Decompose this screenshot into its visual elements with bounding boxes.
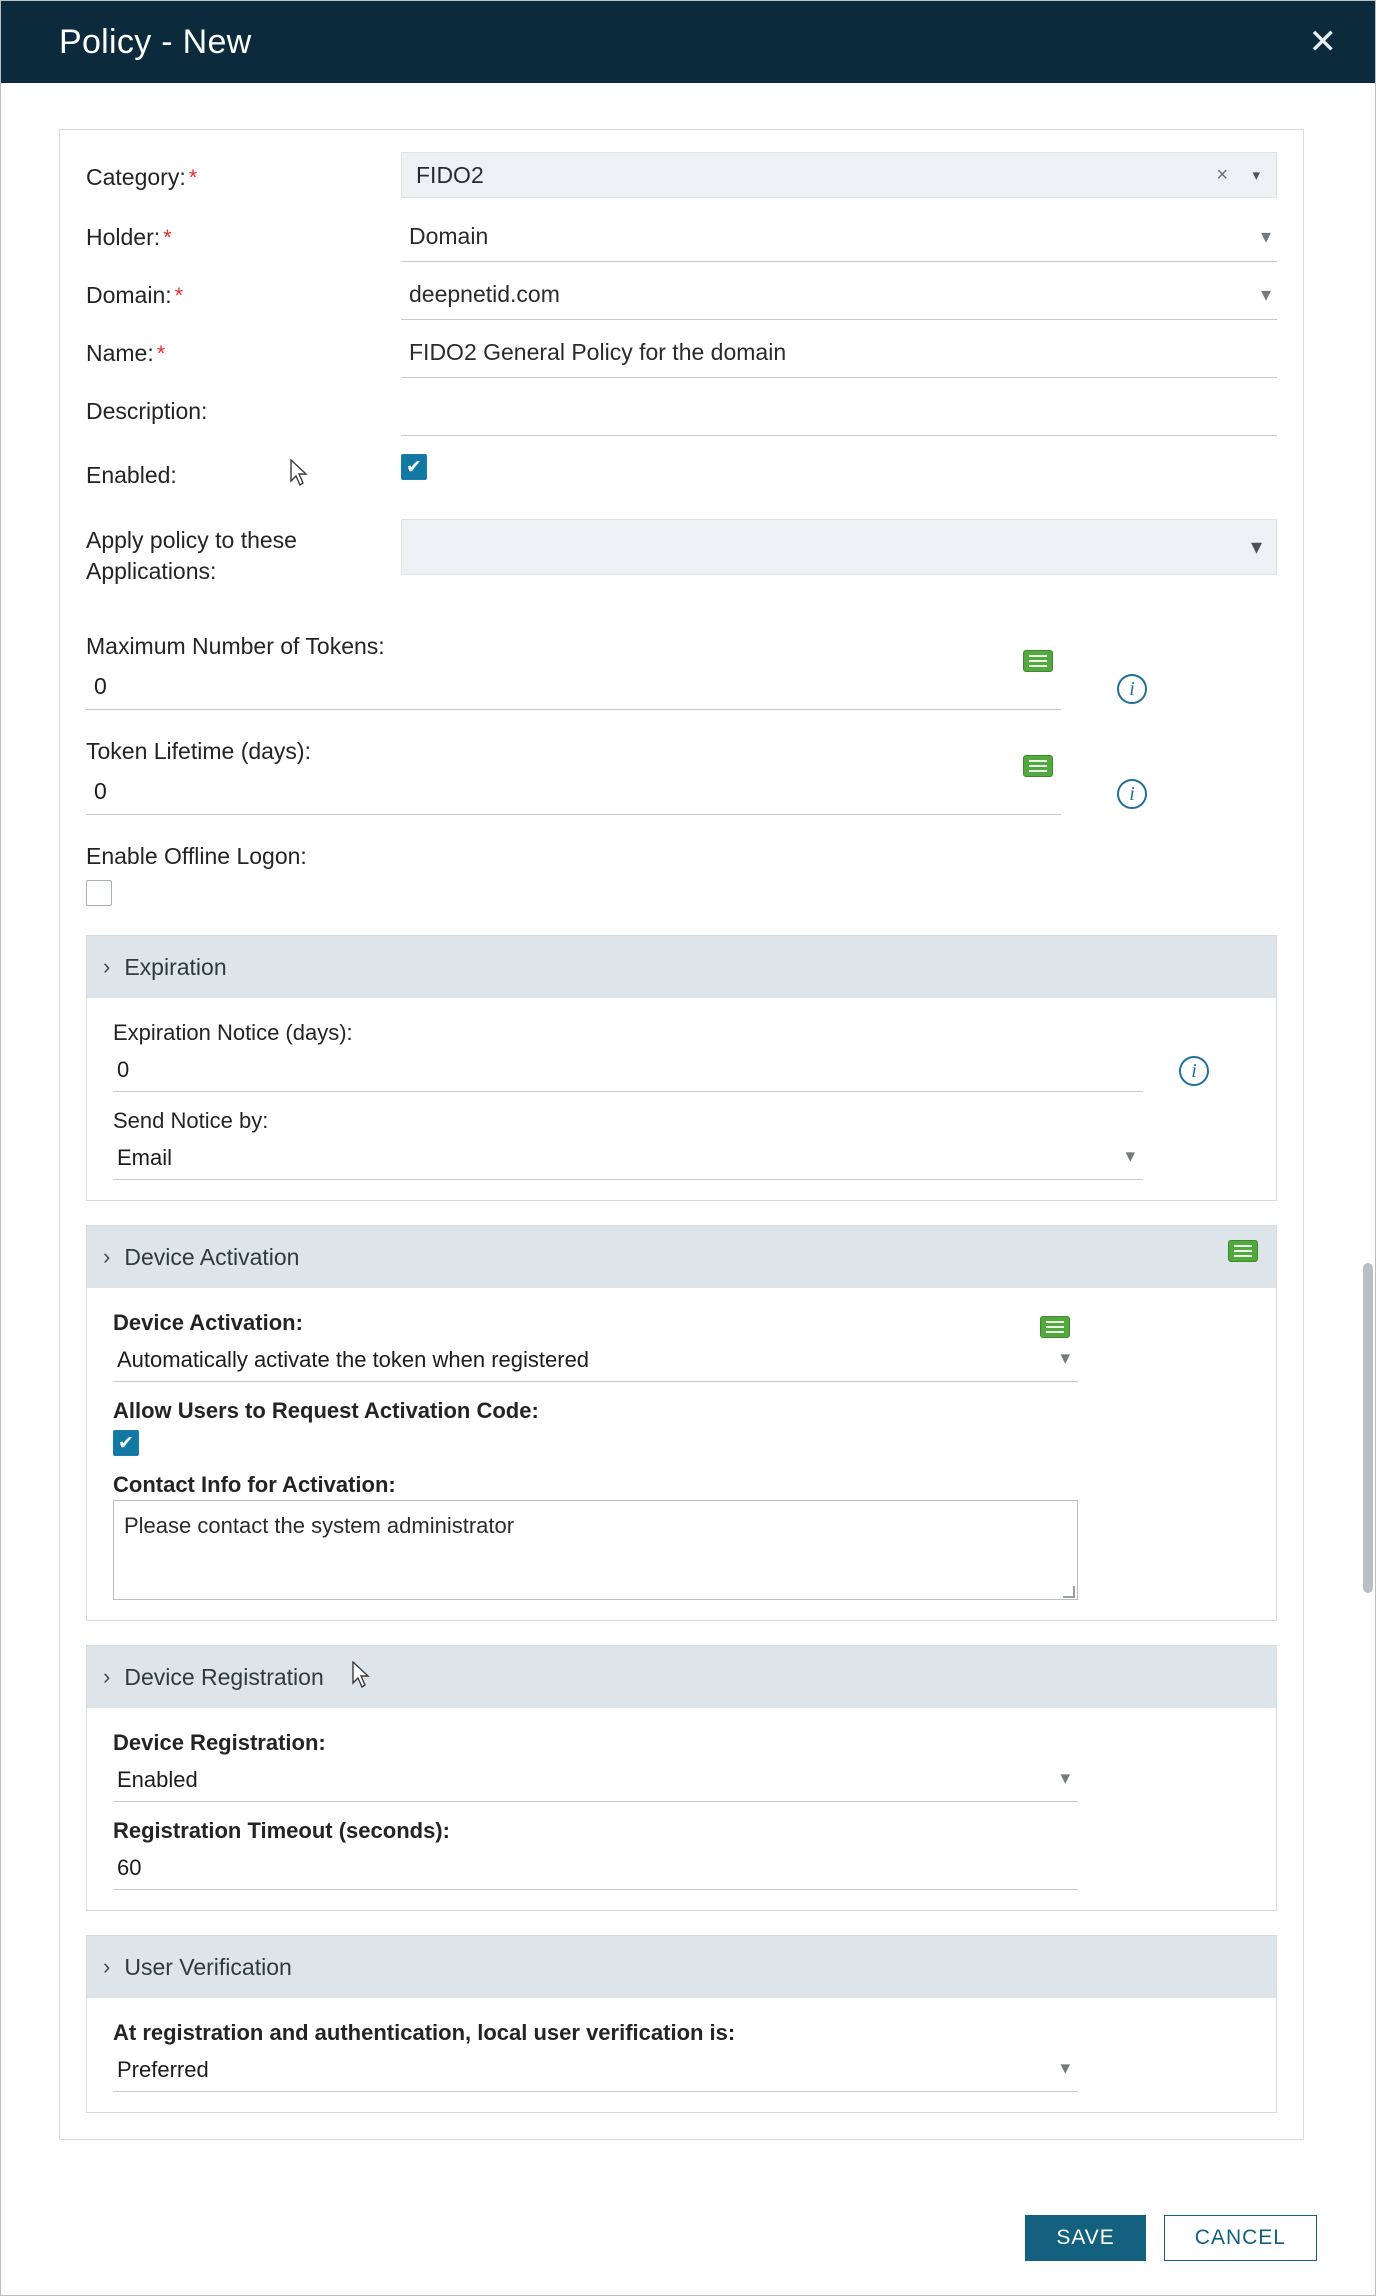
panel-device-activation xyxy=(86,1225,1277,1621)
info-icon[interactable]: i xyxy=(1117,779,1147,809)
cancel-button[interactable]: CANCEL xyxy=(1164,2215,1317,2261)
token-lifetime-label: Token Lifetime (days): xyxy=(86,738,311,765)
field-row-name xyxy=(60,328,1303,378)
comment-marker-icon[interactable] xyxy=(1023,755,1053,777)
expiration-notice-label: Expiration Notice (days): xyxy=(113,1020,353,1046)
chevron-right-icon: › xyxy=(103,954,111,980)
panel-user-verification-title: User Verification xyxy=(124,1953,292,1980)
field-row-enabled xyxy=(60,450,1303,491)
field-row-domain xyxy=(60,270,1303,320)
user-verification-label: At registration and authentication, local user verification is: xyxy=(113,2020,736,2046)
info-icon[interactable]: i xyxy=(1117,674,1147,704)
info-icon[interactable]: i xyxy=(1179,1056,1209,1086)
panel-expiration-title: Expiration xyxy=(124,953,227,980)
panel-device-registration-header[interactable] xyxy=(87,1646,1276,1708)
token-lifetime-input[interactable] xyxy=(86,769,1061,815)
chevron-down-icon[interactable]: ▾ xyxy=(1060,1768,1070,1790)
chevron-down-icon[interactable]: ▾ xyxy=(1250,534,1262,560)
clear-icon[interactable]: × xyxy=(1216,163,1228,186)
save-button[interactable]: SAVE xyxy=(1025,2215,1145,2261)
chevron-right-icon: › xyxy=(103,1664,111,1690)
device-activation-label: Device Activation: xyxy=(113,1310,303,1336)
holder-label: Holder: * xyxy=(86,224,172,250)
field-row-offline-logon xyxy=(60,843,1303,911)
registration-timeout-input[interactable] xyxy=(113,1846,1078,1890)
required-marker: * xyxy=(156,341,166,366)
field-row-category xyxy=(60,130,1303,198)
max-tokens-value: 0 xyxy=(94,673,107,700)
chevron-down-icon[interactable]: ▾ xyxy=(1260,284,1271,306)
field-row-max-tokens xyxy=(60,633,1303,710)
holder-select[interactable] xyxy=(401,212,1277,262)
device-registration-value: Enabled xyxy=(117,1766,198,1792)
device-registration-select[interactable] xyxy=(113,1758,1078,1802)
check-icon: ✔ xyxy=(406,456,422,478)
contact-info-textarea[interactable] xyxy=(113,1500,1078,1600)
allow-request-code-label: Allow Users to Request Activation Code: xyxy=(113,1398,539,1424)
contact-info-label: Contact Info for Activation: xyxy=(113,1472,396,1498)
comment-marker-icon[interactable] xyxy=(1040,1316,1070,1338)
panel-expiration xyxy=(86,935,1277,1201)
expiration-notice-input[interactable] xyxy=(113,1048,1143,1092)
send-notice-label: Send Notice by: xyxy=(113,1108,269,1134)
scrollbar-thumb[interactable] xyxy=(1363,1263,1373,1593)
domain-label: Domain: * xyxy=(86,282,184,308)
chevron-right-icon: › xyxy=(103,1244,111,1270)
chevron-down-icon[interactable]: ▾ xyxy=(1260,226,1271,248)
offline-logon-checkbox[interactable] xyxy=(86,880,112,906)
category-label: Category: * xyxy=(86,164,198,190)
page-title: Policy - New xyxy=(59,22,252,61)
panel-expiration-header[interactable] xyxy=(87,936,1276,998)
chevron-down-icon[interactable]: ▾ xyxy=(1060,1348,1070,1370)
token-lifetime-value: 0 xyxy=(94,778,107,805)
panel-device-registration-title: Device Registration xyxy=(124,1663,324,1690)
field-row-description xyxy=(60,386,1303,436)
apply-policy-select[interactable] xyxy=(401,519,1277,575)
domain-select[interactable] xyxy=(401,270,1277,320)
send-notice-value: Email xyxy=(117,1144,173,1170)
policy-form xyxy=(59,129,1304,2140)
chevron-right-icon: › xyxy=(103,1954,111,1980)
name-label: Name: * xyxy=(86,340,166,366)
enabled-label: Enabled: xyxy=(86,462,177,488)
enabled-checkbox[interactable] xyxy=(401,454,427,480)
vertical-scrollbar[interactable] xyxy=(1361,83,1375,2295)
close-icon[interactable]: ✕ xyxy=(1308,23,1337,61)
name-input[interactable] xyxy=(401,328,1277,378)
expiration-notice-value: 0 xyxy=(117,1056,130,1082)
resize-handle-icon[interactable] xyxy=(1063,1586,1075,1598)
domain-value: deepnetid.com xyxy=(409,281,560,307)
category-select[interactable] xyxy=(401,152,1277,198)
panel-device-activation-title: Device Activation xyxy=(124,1243,300,1270)
name-value: FIDO2 General Policy for the domain xyxy=(409,339,787,365)
offline-logon-label: Enable Offline Logon: xyxy=(86,843,307,870)
panel-device-activation-header[interactable] xyxy=(87,1226,1276,1288)
field-row-token-lifetime xyxy=(60,738,1303,815)
comment-marker-icon[interactable] xyxy=(1023,650,1053,672)
required-marker: * xyxy=(188,165,198,190)
contact-info-value: Please contact the system administrator xyxy=(124,1513,515,1539)
apply-policy-label: Apply policy to these Applications: xyxy=(86,527,297,585)
device-activation-select[interactable] xyxy=(113,1338,1078,1382)
device-activation-value: Automatically activate the token when registered xyxy=(117,1346,590,1372)
field-row-apply-policy xyxy=(60,515,1303,587)
required-marker: * xyxy=(163,225,172,250)
allow-request-code-checkbox[interactable] xyxy=(113,1430,139,1456)
chevron-down-icon[interactable]: ▾ xyxy=(1125,1146,1135,1168)
chevron-down-icon[interactable]: ▾ xyxy=(1252,167,1260,184)
dialog-footer xyxy=(1025,2215,1317,2261)
device-registration-label: Device Registration: xyxy=(113,1730,326,1756)
field-row-holder xyxy=(60,212,1303,262)
check-icon: ✔ xyxy=(118,1432,134,1454)
panel-user-verification-header[interactable] xyxy=(87,1936,1276,1998)
holder-value: Domain xyxy=(409,223,489,249)
user-verification-value: Preferred xyxy=(117,2056,209,2082)
chevron-down-icon[interactable]: ▾ xyxy=(1060,2058,1070,2080)
max-tokens-input[interactable] xyxy=(86,664,1061,710)
user-verification-select[interactable] xyxy=(113,2048,1078,2092)
comment-marker-icon[interactable] xyxy=(1228,1240,1258,1262)
required-marker: * xyxy=(174,283,184,308)
panel-device-registration xyxy=(86,1645,1277,1911)
description-input[interactable] xyxy=(401,386,1277,436)
registration-timeout-value: 60 xyxy=(117,1854,142,1880)
panel-user-verification xyxy=(86,1935,1277,2113)
description-label: Description: xyxy=(86,398,208,424)
send-notice-select[interactable] xyxy=(113,1136,1143,1180)
category-value: FIDO2 xyxy=(416,161,484,188)
registration-timeout-label: Registration Timeout (seconds): xyxy=(113,1818,450,1844)
dialog-titlebar xyxy=(1,1,1375,83)
max-tokens-label: Maximum Number of Tokens: xyxy=(86,633,385,660)
